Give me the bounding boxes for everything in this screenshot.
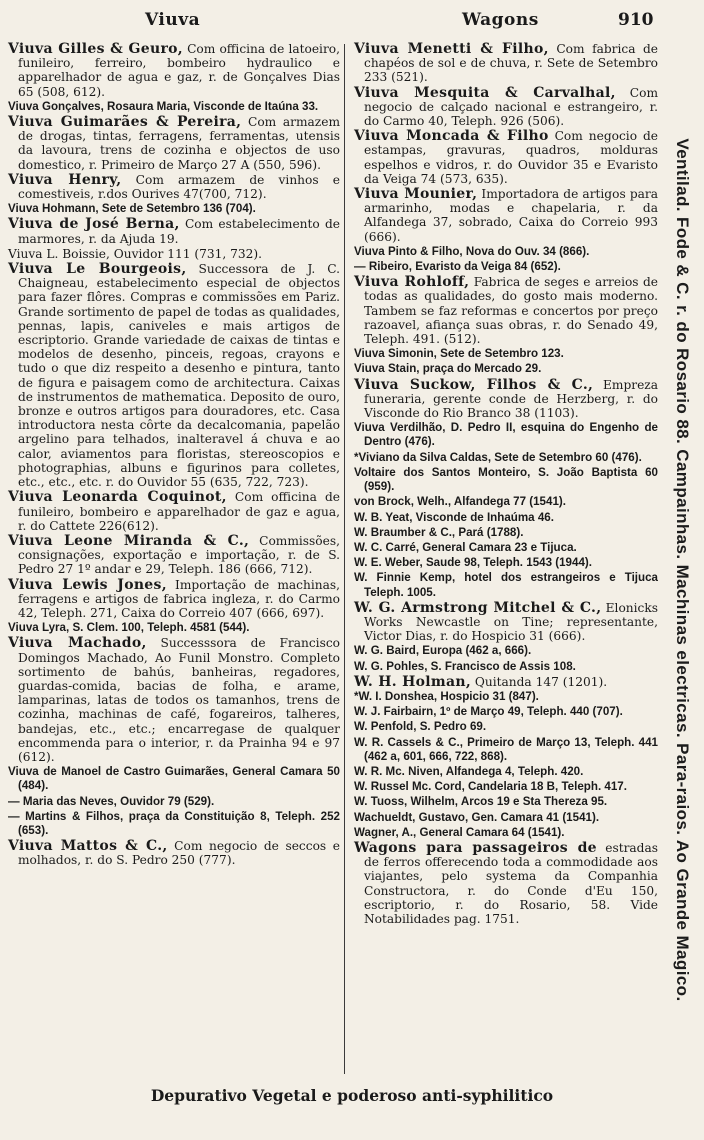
directory-entry xyxy=(6,621,340,635)
directory-entry xyxy=(352,660,658,674)
directory-entry xyxy=(352,526,658,540)
entry-text: Com negocio de calçado nacional e estrangeiro, r. do Carmo 40, Teleph. 926 (506). xyxy=(364,85,658,129)
entry-text: W. Russel Mc. Cord, Candelaria 18 B, Teleph. 417. xyxy=(354,780,627,794)
directory-entry xyxy=(352,675,658,689)
entry-text: — Ribeiro, Evaristo da Veiga 84 (652). xyxy=(354,260,561,274)
entry-text: Elonicks Works Newcastle on Tine; representante, Victor Dias, r. do Hospicio 31 (666). xyxy=(364,600,658,644)
entry-text: Wagner, A., General Camara 64 (1541). xyxy=(354,825,565,839)
entry-text: W. Braumber & C., Pará (1788). xyxy=(354,525,524,539)
entry-text: Com armazem de drogas, tintas, ferragens, ferramentas, utensis da lavoura, trens de cozinha e objectos de uso domestico, r. Primeiro de Março 27 A (550, 596). xyxy=(18,115,340,172)
entry-text: Voltaire dos Santos Monteiro, S. João Baptista 60 (959). xyxy=(354,465,658,494)
entry-text: W. Finnie Kemp, hotel dos estrangeiros e Tijuca Teleph. 1005. xyxy=(354,571,658,599)
directory-entry xyxy=(6,247,340,261)
entry-text: Fabrica de seges e arreios de todas as qualidades, do gosto mais moderno. Tambem se faz reformas e concertos por preço razoavel, afiança suas obras, r. do Senado 49, Teleph. 491. (512). xyxy=(364,275,658,347)
entry-text: Com officina de latoeiro, funileiro, ferreiro, bombeiro hydraulico e apparelhador de agua e gaz, r. de Gonçalves Dias 65 (508, 612). xyxy=(18,42,340,99)
directory-entry xyxy=(352,451,658,465)
directory-entry xyxy=(352,260,658,274)
directory-entry xyxy=(6,578,340,621)
entry-text: Com negocio de estampas, gravuras, quadros, molduras espelhos e vidros, r. do Ouvidor 35 e Evaristo da Veiga 74 (573, 635). xyxy=(364,129,658,186)
footer-advertisement: Depurativo Vegetal e poderoso anti-syphilitico xyxy=(150,1086,554,1105)
entry-name: Viuva Guimarães & Pereira, xyxy=(8,114,242,131)
directory-entry xyxy=(352,245,658,259)
entry-text: W. C. Carré, General Camara 23 e Tijuca. xyxy=(354,540,577,554)
entry-text: Commissões, consignações, exportação e importação, r. de S. Pedro 27 1º andar e 29, Teleph. 186 (666, 712). xyxy=(18,533,340,577)
directory-entry xyxy=(352,601,658,644)
directory-entry xyxy=(6,765,340,793)
entry-name: Viuva Gilles & Geuro, xyxy=(8,42,183,57)
directory-entry xyxy=(352,421,658,449)
entry-text: Com fabrica de chapéos de sol e de chuva, r. Sete de Setembro 233 (521). xyxy=(364,42,658,85)
directory-entry xyxy=(6,42,340,99)
entry-text: Viuva Lyra, S. Clem. 100, Teleph. 4581 (544). xyxy=(8,621,250,635)
entry-text: Quitanda 147 (1201). xyxy=(471,674,608,689)
entry-text: Importação de machinas, ferragens e artigos de fabrica ingleza, r. do Carmo 42, Teleph. 271, Caixa do Correio 407 (666, 697). xyxy=(18,577,340,620)
entry-text: Com negocio de seccos e molhados, r. do S. Pedro 250 (777). xyxy=(18,839,340,868)
entry-text: W. E. Weber, Saude 98, Teleph. 1543 (1944). xyxy=(354,556,592,570)
entry-text: Viuva Gonçalves, Rosaura Maria, Visconde de Itaúna 33. xyxy=(8,99,319,113)
entry-text: — Maria das Neves, Ouvidor 79 (529). xyxy=(8,794,215,808)
directory-entry xyxy=(352,129,658,186)
entry-name: Viuva Suckow, Filhos & C., xyxy=(354,376,594,393)
directory-entry xyxy=(352,705,658,719)
directory-entry xyxy=(6,217,340,245)
directory-entry xyxy=(352,556,658,570)
entry-text: — Martins & Filhos, praça da Constituição 8, Teleph. 252 (653). xyxy=(8,809,340,837)
directory-entry xyxy=(6,810,340,838)
entry-text: W. R. Mc. Niven, Alfandega 4, Teleph. 420. xyxy=(354,764,584,778)
entry-text: Wachueldt, Gustavo, Gen. Camara 41 (1541). xyxy=(354,810,600,824)
directory-entry xyxy=(352,571,658,599)
left-column xyxy=(6,42,340,1077)
entry-text: W. Penfold, S. Pedro 69. xyxy=(354,720,487,734)
page-number: 910 xyxy=(618,10,654,30)
entry-name: W. H. Holman, xyxy=(354,673,471,690)
directory-entry xyxy=(352,720,658,734)
directory-entry xyxy=(352,511,658,525)
directory-entry xyxy=(352,275,658,346)
entry-text: Successora de J. C. Chaigneau, estabelecimento especial de objectos para fazer flôres. Compras e commissões em Pariz. Grande sortimento de papel de todas as qualidades, pennas, lapis, caniveles e mais artigos de escriptorio. Grande variedade de caixas de tintas e modelos de desenho, pinceis, regoas, crayons e tudo o que diz respeito a desenho e pintura, tanto de figura e paisagem como de architectura. Caixas de instrumentos de mathematica. Deposito de ouro, bronze e outros artigos para douradores, etc. Casa introductora nesta côrte da decalcomania, papelão argelino para telhados, inalteravel á chuva e ao calor, aviamentos para floristas, stereoscopios e photographias, albuns e figurinos para colletes, etc., etc., etc. r. do Ouvidor 55 (635, 722, 723). xyxy=(18,262,340,490)
directory-entry xyxy=(6,202,340,216)
directory-entry xyxy=(6,115,340,172)
directory-entry xyxy=(6,839,340,867)
entry-text: Viuva Hohmann, Sete de Setembro 136 (704). xyxy=(8,202,256,216)
directory-entry xyxy=(352,187,658,244)
directory-entry xyxy=(6,490,340,533)
entry-name: Viuva Lewis Jones, xyxy=(8,576,167,593)
entry-name: Viuva Mattos & C., xyxy=(8,838,168,855)
entry-name: Viuva Leone Miranda & C., xyxy=(8,532,250,549)
entry-name: Viuva Rohloff, xyxy=(354,274,470,291)
directory-entry xyxy=(352,795,658,809)
entry-name: W. G. Armstrong Mitchel & C., xyxy=(354,599,602,616)
directory-entry xyxy=(352,362,658,376)
entry-text: W. G. Pohles, S. Francisco de Assis 108. xyxy=(354,659,576,673)
entry-text: W. J. Fairbairn, 1º de Março 49, Teleph. 440 (707). xyxy=(354,705,623,719)
entry-text: W. Tuoss, Wilhelm, Arcos 19 e Sta Thereza 95. xyxy=(354,795,608,809)
directory-entry xyxy=(352,644,658,658)
entry-text: Viuva de Manoel de Castro Guimarães, General Camara 50 (484). xyxy=(8,765,340,793)
entry-text: Viuva Stain, praça do Mercado 29. xyxy=(354,362,542,376)
directory-entry xyxy=(352,86,658,129)
entry-text: Com estabelecimento de marmores, r. da Ajuda 19. xyxy=(18,217,340,246)
page-header xyxy=(0,8,704,36)
entry-text: estradas de ferros offerecendo toda a commodidade aos viajantes, pelo systema da Companhia Constructora, r. do Conde d'Eu 150, escriptorio, r. do Rosario, 58. Vide Notabilidades pag. 1751. xyxy=(364,840,658,926)
entry-name: Viuva de José Berna, xyxy=(8,216,180,233)
entry-text: von Brock, Welh., Alfandega 77 (1541). xyxy=(354,495,566,509)
entry-name: Viuva Mesquita & Carvalhal, xyxy=(354,84,616,101)
side-advertisement-text: Ventilad. Fode & C. r. do Rosario 88. Campainhas. Machinas electricas. Para-raios. Ao Grande Magico. xyxy=(673,138,692,1002)
entry-text: W. R. Cassels & C., Primeiro de Março 13, Teleph. 441 (462 a, 601, 666, 722, 868). xyxy=(354,735,658,763)
entry-text: Com armazem de vinhos e comestiveis, r.dos Ourives 47(700, 712). xyxy=(18,172,340,202)
directory-entry xyxy=(6,636,340,764)
right-column xyxy=(352,42,658,1077)
directory-entry xyxy=(352,811,658,825)
directory-entry xyxy=(6,100,340,114)
entry-text: Viuva Verdilhão, D. Pedro II, esquina do Engenho de Dentro (476). xyxy=(354,421,658,449)
entry-text: W. G. Baird, Europa (462 a, 666). xyxy=(354,644,532,658)
directory-entry xyxy=(6,262,340,489)
column-divider xyxy=(344,44,345,1074)
entry-text: Importadora de artigos para armarinho, modas e chapelaria, r. da Alfandega 37, sobrado, Caixa do Correio 993 (666). xyxy=(364,187,658,244)
directory-entry xyxy=(6,534,340,577)
side-advertisement xyxy=(662,40,702,1100)
directory-entry xyxy=(352,780,658,794)
entry-text: *Viviano da Silva Caldas, Sete de Setembro 60 (476). xyxy=(354,450,642,464)
directory-entry xyxy=(352,690,658,704)
entry-name: Wagons para passageiros de xyxy=(354,839,597,856)
entry-text: Viuva Pinto & Filho, Nova do Ouv. 34 (866). xyxy=(354,244,590,258)
directory-entry xyxy=(352,466,658,494)
entry-name: Viuva Moncada & Filho xyxy=(354,128,549,145)
entry-name: Viuva Leonarda Coquinot, xyxy=(8,489,227,506)
directory-entry xyxy=(352,841,658,926)
entry-name: Viuva Machado, xyxy=(8,635,147,652)
entry-name: Viuva Menetti & Filho, xyxy=(354,42,549,57)
directory-entry xyxy=(352,495,658,509)
entry-text: Empreza funeraria, gerente conde de Herzberg, r. do Visconde do Rio Branco 38 (1103). xyxy=(364,377,658,421)
header-left-word: Viuva xyxy=(145,10,201,30)
directory-entry xyxy=(6,795,340,809)
directory-entry xyxy=(352,736,658,764)
entry-name: Viuva Henry, xyxy=(8,171,122,188)
entry-text: Successsora de Francisco Domingos Machado, Ao Funil Monstro. Completo sortimento de bahús, banheiras, regadores, guardas-comida, bacias de folha, e arame, lamparinas, latas de todos os tamanhos, trens de cozinha, machinas de café, fogareiros, talheres, bandejas, etc., etc.; encarregase de qualquer encommenda para o interior, r. da Prainha 94 e 97 (612). xyxy=(18,636,340,764)
entry-text: *W. I. Donshea, Hospicio 31 (847). xyxy=(354,689,539,703)
directory-entry xyxy=(352,347,658,361)
entry-text: W. B. Yeat, Visconde de Inhaúma 46. xyxy=(354,510,554,524)
directory-entry xyxy=(352,378,658,421)
directory-entry xyxy=(352,541,658,555)
directory-entry xyxy=(352,42,658,85)
entry-text: Viuva L. Boissie, Ouvidor 111 (731, 732). xyxy=(8,246,263,261)
directory-entry xyxy=(352,765,658,779)
directory-entry xyxy=(6,173,340,201)
header-right-word: Wagons xyxy=(462,10,539,30)
entry-text: Com officina de funileiro, bombeiro e apparelhador de gaz e agua, r. do Cattete 226(612). xyxy=(18,490,340,533)
entry-name: Viuva Le Bourgeois, xyxy=(8,261,187,278)
directory-entry xyxy=(352,826,658,840)
entry-name: Viuva Mounier, xyxy=(354,186,478,203)
entry-text: Viuva Simonin, Sete de Setembro 123. xyxy=(354,347,564,361)
